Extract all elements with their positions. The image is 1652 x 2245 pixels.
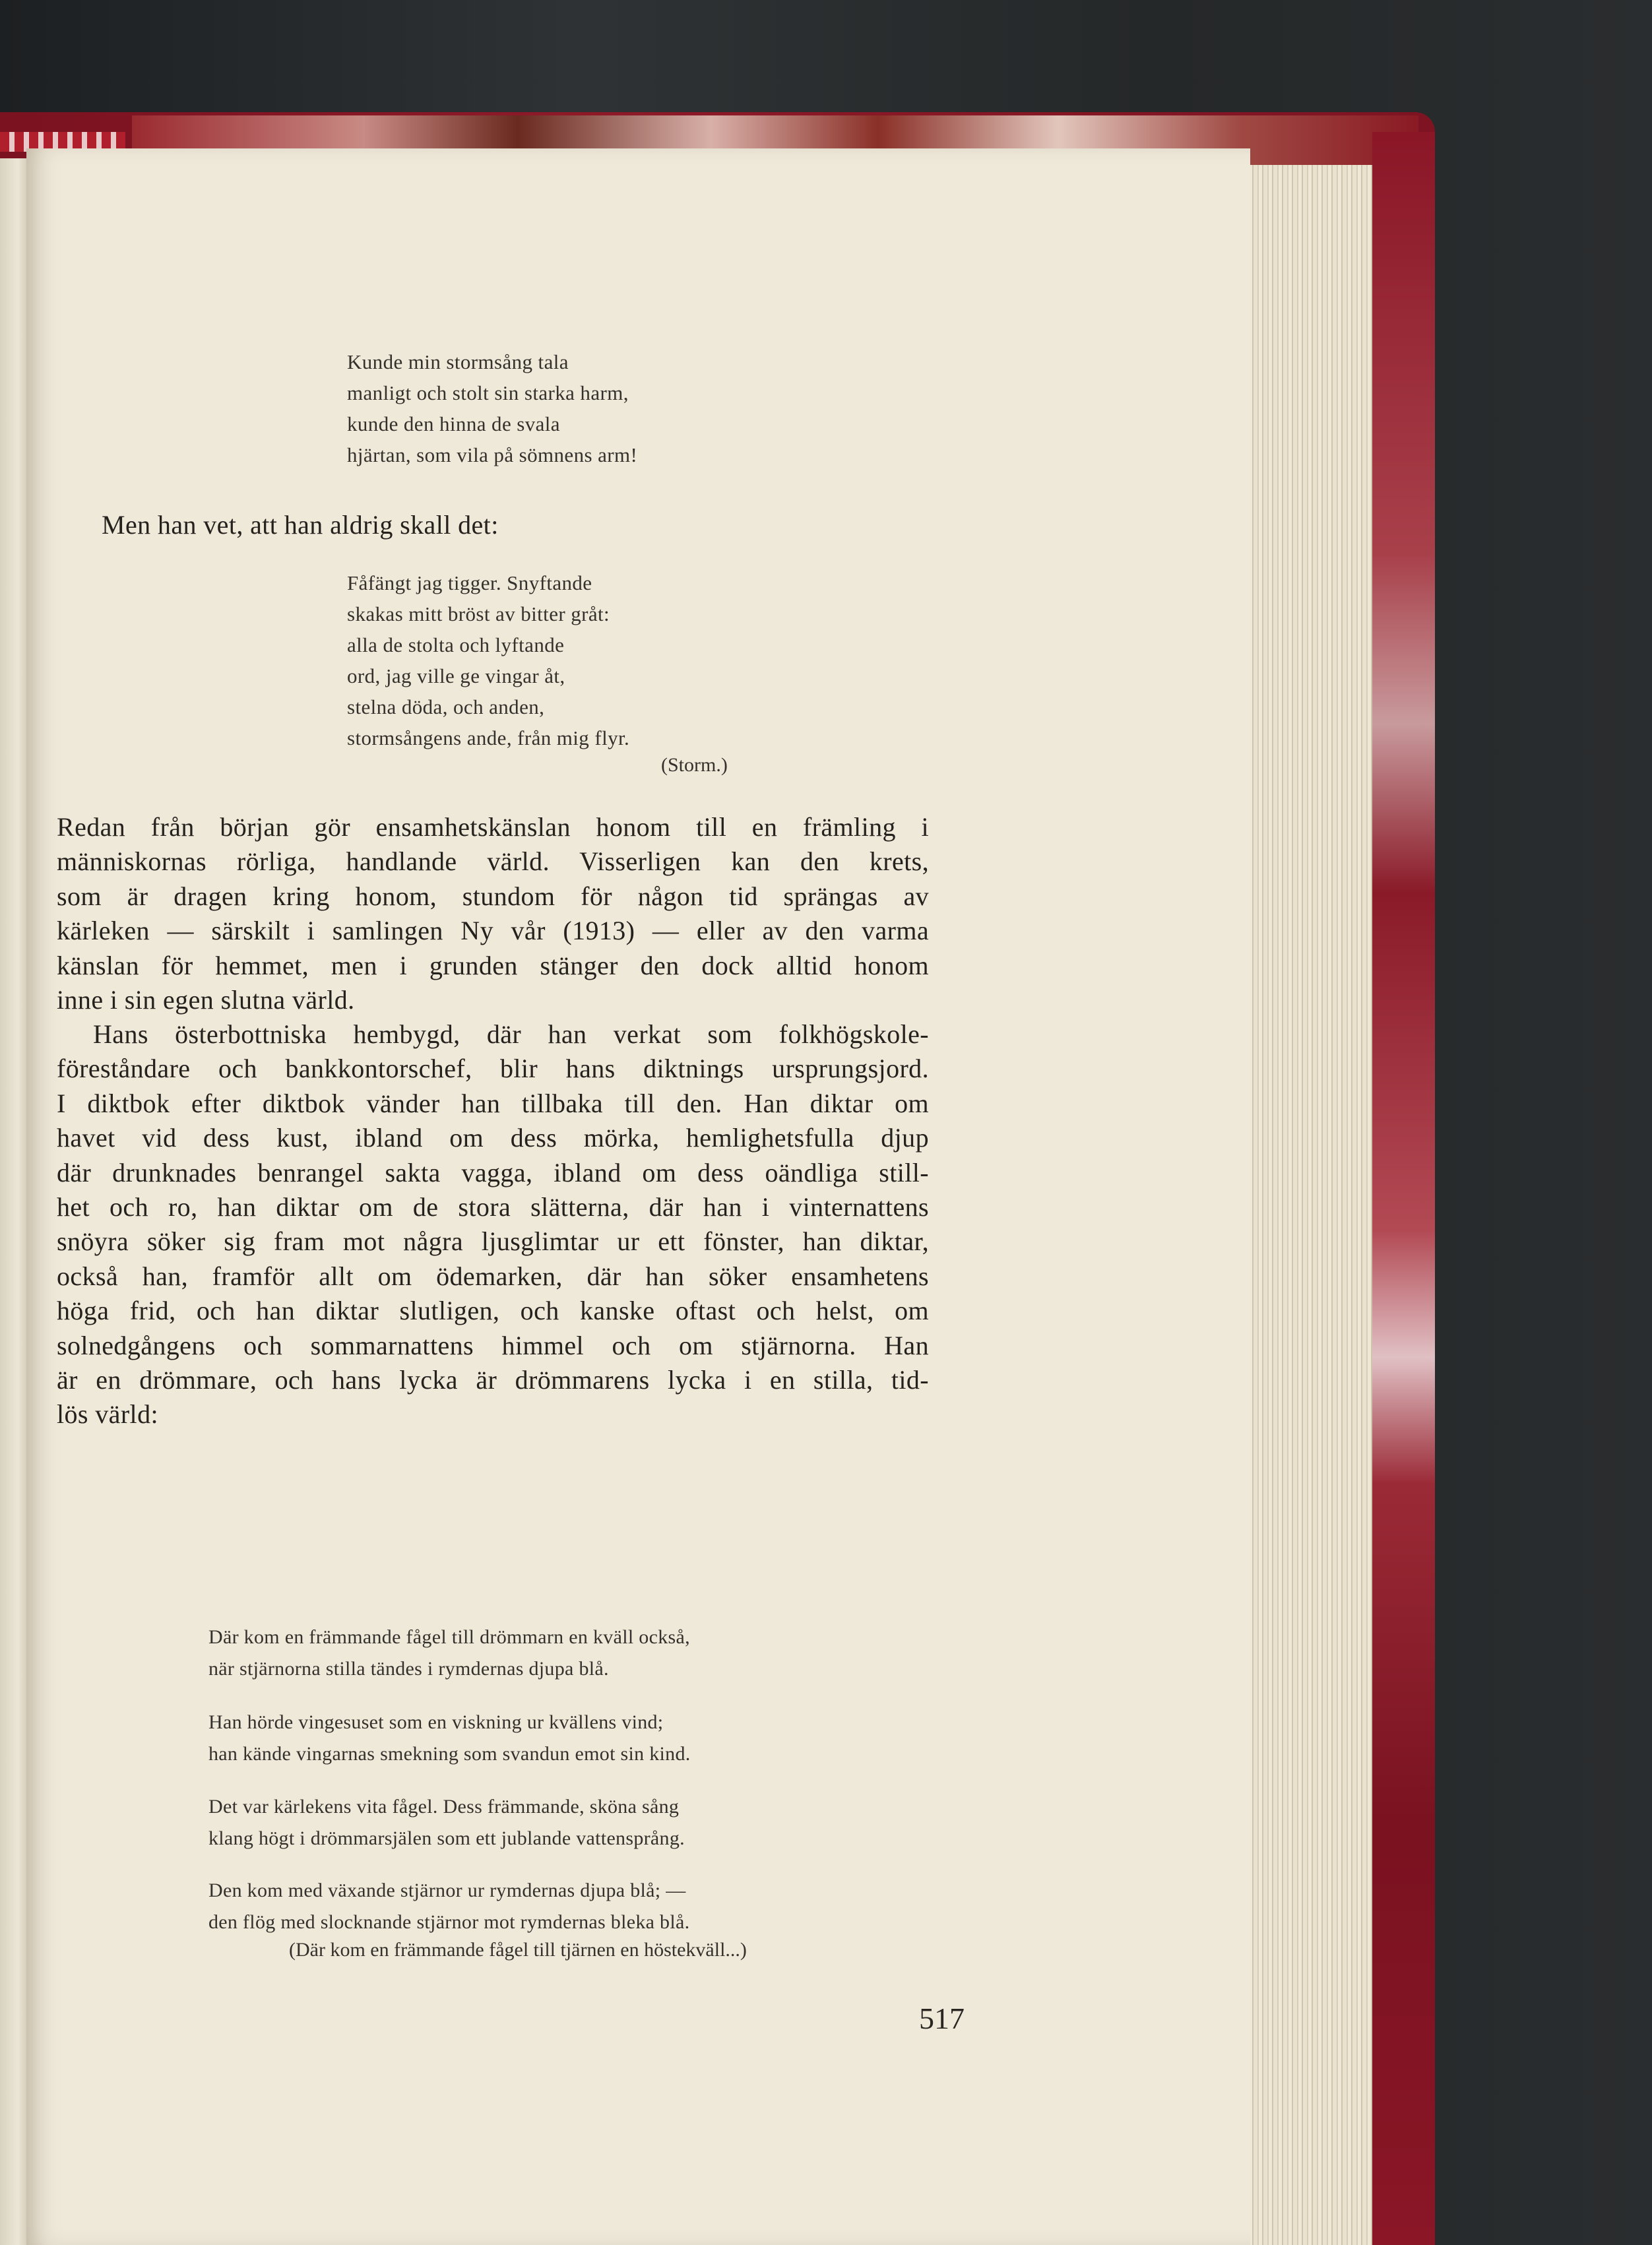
- stanza-2-line: stelna döda, och anden,: [347, 695, 545, 718]
- stanza-1-line: hjärtan, som vila på sömnens arm!: [347, 443, 638, 466]
- stanza-2-line: stormsångens ande, från mig flyr.: [347, 726, 630, 749]
- paragraph-line: också han, framför allt om ödemarken, där han söker ensamhetens: [57, 1261, 929, 1291]
- paragraph-line: snöyra söker sig fram mot några ljusglimtar ur ett fönster, han diktar,: [57, 1226, 929, 1257]
- intro-line: Men han vet, att han aldrig skall det:: [102, 510, 499, 540]
- left-page-edge: [0, 158, 30, 2245]
- paragraph-line: inne i sin egen slutna värld.: [57, 985, 355, 1015]
- stanza-2: [347, 567, 629, 753]
- paragraph-line: havet vid dess kust, ibland om dess mörka, hemlighetsfulla djup: [57, 1123, 929, 1153]
- paragraph-line: är en drömmare, och hans lycka är drömmarens lycka i en stilla, tid-: [57, 1365, 929, 1395]
- poem-line: Den kom med växande stjärnor ur rymdernas djupa blå; —: [208, 1880, 686, 1901]
- poem-line: Där kom en främmande fågel till drömmarn en kväll också,: [208, 1626, 690, 1648]
- paragraph-line: föreståndare och bankkontorschef, blir hans diktnings ursprungsjord.: [57, 1054, 929, 1084]
- page-number: 517: [919, 2002, 965, 2035]
- paragraph-line: Redan från början gör ensamhetskänslan honom till en främling i: [57, 812, 929, 842]
- paragraph-line: höga frid, och han diktar slutligen, och kanske oftast och helst, om: [57, 1296, 929, 1326]
- poem-couplet: [208, 1707, 691, 1770]
- paragraph-line: Hans österbottniska hembygd, där han verkat som folkhögskole-: [93, 1019, 929, 1049]
- poem-line: klang högt i drömmarsjälen som ett jublande vattensprång.: [208, 1827, 685, 1849]
- poem-line: Han hörde vingesuset som en viskning ur kvällens vind;: [208, 1711, 664, 1733]
- poem-line: Det var kärlekens vita fågel. Dess främmande, sköna sång: [208, 1796, 680, 1818]
- paragraph-2: [57, 1017, 929, 1432]
- stanza-1-line: kunde den hinna de svala: [347, 412, 560, 435]
- stanza-2-line: skakas mitt bröst av bitter gråt:: [347, 602, 610, 625]
- poem-line: den flög med slocknande stjärnor mot rymdernas bleka blå.: [208, 1911, 690, 1933]
- paragraph-line: lös värld:: [57, 1399, 158, 1430]
- paragraph-1: [57, 810, 929, 1017]
- marbled-cover-edge: [1372, 132, 1435, 2245]
- paragraph-line: människornas rörliga, handlande värld. Visserligen kan den krets,: [57, 846, 929, 877]
- page-edges: [1244, 165, 1372, 2245]
- paragraph-line: där drunknades benrangel sakta vagga, ibland om dess oändliga still-: [57, 1157, 929, 1187]
- stanza-1: [347, 346, 637, 470]
- stanza-2-source: (Storm.): [661, 754, 728, 776]
- stanza-2-line: Fåfängt jag tigger. Snyftande: [347, 571, 592, 594]
- paragraph-line: het och ro, han diktar om de stora slätterna, där han i vinternattens: [57, 1192, 929, 1222]
- paragraph-line: solnedgångens och sommarnattens himmel och om stjärnorna. Han: [57, 1330, 929, 1360]
- paragraph-line: känslan för hemmet, men i grunden stänger den dock alltid honom: [57, 950, 929, 980]
- poem-couplet: [208, 1875, 689, 1938]
- poem-couplet: [208, 1791, 685, 1854]
- paragraph-line: som är dragen kring honom, stundom för någon tid sprängas av: [57, 881, 929, 911]
- stanza-2-line: alla de stolta och lyftande: [347, 633, 565, 656]
- poem-couplet: [208, 1622, 690, 1685]
- poem-line: när stjärnorna stilla tändes i rymdernas djupa blå.: [208, 1658, 609, 1680]
- paragraph-line: I diktbok efter diktbok vänder han tillbaka till den. Han diktar om: [57, 1088, 929, 1118]
- stanza-1-line: Kunde min stormsång tala: [347, 350, 569, 373]
- poem-source: (Där kom en främmande fågel till tjärnen en höstekväll...): [289, 1939, 747, 1961]
- stanza-1-line: manligt och stolt sin starka harm,: [347, 381, 629, 404]
- poem-line: han kände vingarnas smekning som svandun emot sin kind.: [208, 1743, 691, 1765]
- book-page: [26, 148, 1250, 2245]
- stanza-2-line: ord, jag ville ge vingar åt,: [347, 664, 565, 687]
- paragraph-line: kärleken — särskilt i samlingen Ny vår (1913) — eller av den varma: [57, 916, 929, 946]
